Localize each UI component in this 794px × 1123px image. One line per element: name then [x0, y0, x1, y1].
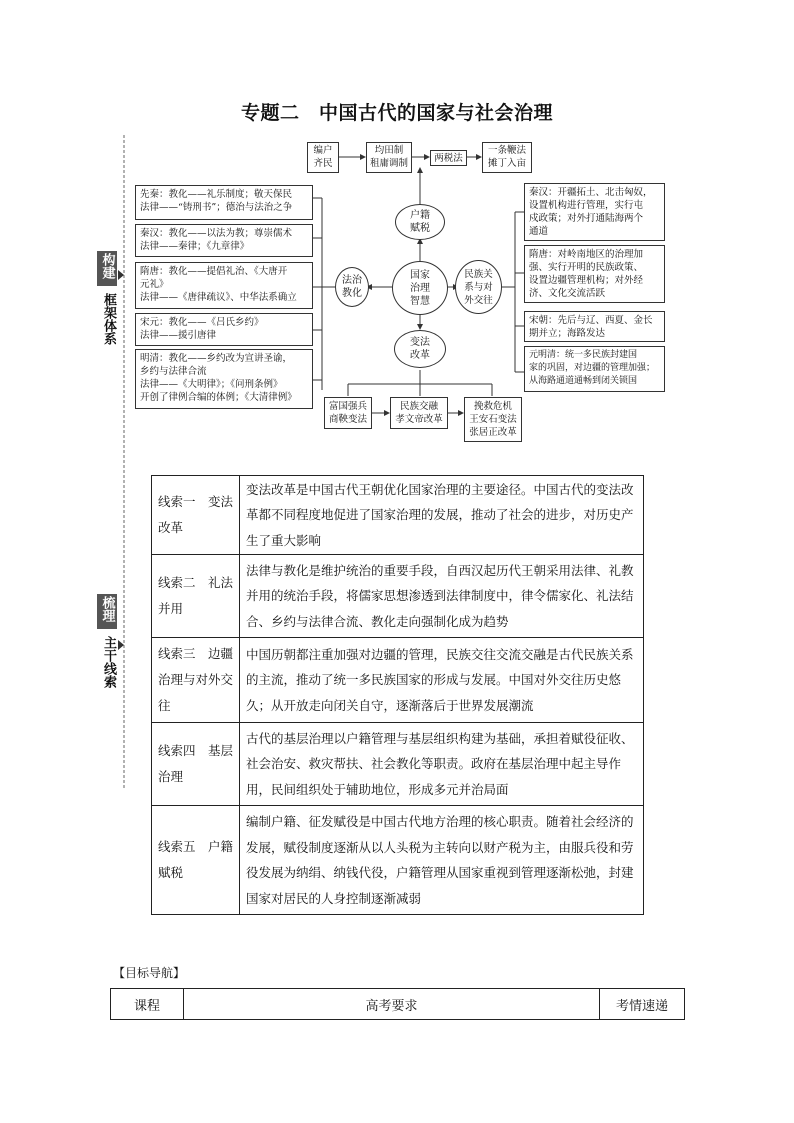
table-row: [152, 476, 644, 555]
law-era-box: 宋元：教化——《吕氏乡约》 法律——援引唐律: [135, 313, 313, 346]
clue-key: 线索三 边疆治理与对外交往: [152, 638, 240, 723]
clue-value: 古代的基层治理以户籍管理与基层组织构建为基础，承担着赋役征收、社会治安、救灾帮扶、社会教化等职责。政府在基层治理中起主导作用，民间组织处于辅助地位，形成多元并治局面: [240, 723, 644, 806]
goals-heading: 【目标导航】: [113, 966, 186, 980]
clue-table: [151, 475, 644, 915]
bottom-chain-box: 民族交融 孝文帝改革: [390, 397, 448, 429]
arrow-right-icon: [118, 270, 124, 280]
table-row: [152, 555, 644, 638]
law-education-node: 法治 教化: [335, 267, 369, 307]
goals-table: [110, 988, 685, 1020]
page-title: 专题二 中国古代的国家与社会治理: [240, 102, 553, 124]
ethnic-era-box: 元明清：统一多民族封建国 家的巩固，对边疆的管理加强； 从海路通道通畅到闭关锁国: [524, 346, 665, 392]
arrow-right-icon: [118, 640, 124, 650]
law-era-box: 秦汉：教化——以法为教；尊崇儒术 法律——秦律；《九章律》: [135, 224, 313, 257]
clue-value: 编制户籍、征发赋役是中国古代地方治理的核心职责。随着社会经济的发展，赋役制度逐渐从以人头税为主转向以财产税为主，由服兵役和劳役发展为纳绢、纳钱代役，户籍管理从国家重视到管理逐渐松弛，封建国家对居民的人身控制逐渐减弱: [240, 806, 644, 915]
framework-tag: 构建: [97, 251, 117, 286]
table-row: [152, 638, 644, 723]
top-chain-box: 编户 齐民: [307, 142, 339, 173]
clue-key: 线索二 礼法并用: [152, 555, 240, 638]
ethnic-era-box: 宋朝：先后与辽、西夏、金长 期并立；海路发达: [524, 311, 665, 342]
law-era-box: 先秦：教化——礼乐制度；敬天保民 法律——“铸刑书”；德治与法治之争: [135, 185, 313, 220]
clue-value: 变法改革是中国古代王朝优化国家治理的主要途径。中国古代的变法改革都不同程度地促进了国家治理的发展，推动了社会的进步，对历史产生了重大影响: [240, 476, 644, 555]
table-row: [152, 806, 644, 915]
top-chain-box: 两税法: [430, 150, 467, 166]
household-tax-node: 户籍 赋税: [395, 204, 445, 240]
table-header-row: [111, 989, 685, 1020]
framework-tab-label: 框架体系: [101, 293, 116, 345]
governance-center-node: 国家 治理 智慧: [392, 261, 448, 315]
clue-key: 线索五 户籍赋税: [152, 806, 240, 915]
law-era-box: 隋唐：教化——提倡礼治、《大唐开 元礼》 法律——《唐律疏议》、中华法系确立: [135, 262, 313, 309]
ethnic-relations-node: 民族关 系与对 外交往: [455, 260, 502, 314]
column-header: 考情速递: [600, 989, 685, 1020]
clue-value: 中国历朝都注重加强对边疆的管理，民族交往交流交融是古代民族关系的主流，推动了统一多民族国家的形成与发展。中国对外交往历史悠久；从开放走向闭关自守，逐渐落后于世界发展潮流: [240, 638, 644, 723]
ethnic-era-box: 秦汉：开疆拓土、北击匈奴， 设置机构进行管理，实行屯 戍政策；对外打通陆海两个 通道: [524, 183, 665, 241]
column-header: 高考要求: [184, 989, 600, 1020]
column-header: 课程: [111, 989, 184, 1020]
clue-key: 线索一 变法改革: [152, 476, 240, 555]
bottom-chain-box: 富国强兵 商鞅变法: [324, 397, 372, 429]
table-row: [152, 723, 644, 806]
ethnic-era-box: 隋唐：对岭南地区的治理加 强、实行开明的民族政策、 设置边疆管理机构；对外经 济、文化交流活跃: [524, 245, 665, 303]
clues-tab-label: 主干线索: [101, 636, 116, 688]
top-chain-box: 一条鞭法 摊丁入亩: [482, 142, 532, 173]
clue-value: 法律与教化是维护统治的重要手段，自西汉起历代王朝采用法律、礼教并用的统治手段，将儒家思想渗透到法律制度中，律令儒家化、礼法结合、乡约与法律合流、教化走向强制化成为趋势: [240, 555, 644, 638]
clues-tag: 梳理: [97, 594, 117, 629]
bottom-chain-box: 挽救危机 王安石变法 张居正改革: [464, 397, 522, 442]
law-era-box: 明清：教化——乡约改为宣讲圣谕， 乡约与法律合流 法律——《大明律》；《问刑条例》 开创了律例合编的体例；《大清律例》: [135, 349, 313, 409]
top-chain-box: 均田制 租庸调制: [366, 142, 412, 173]
reform-node: 变法 改革: [394, 330, 446, 368]
clue-key: 线索四 基层治理: [152, 723, 240, 806]
